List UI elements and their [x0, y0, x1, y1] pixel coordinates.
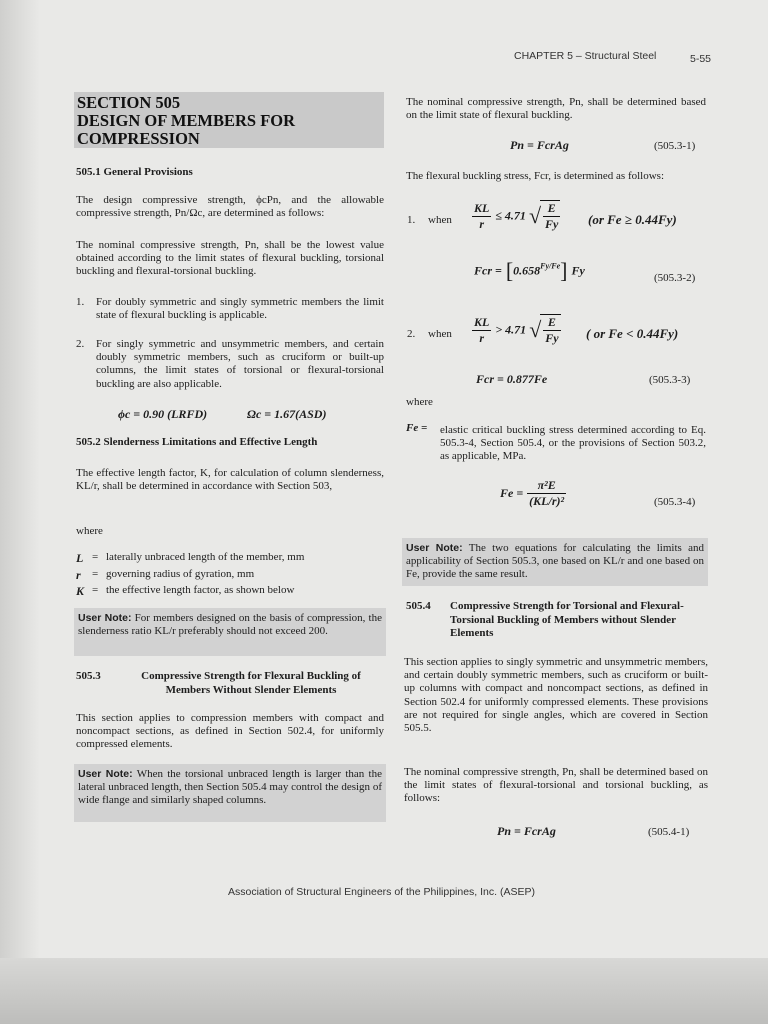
page-footer: Association of Structural Engineers of the Philippines, Inc. (ASEP): [228, 886, 535, 898]
paragraph-flexural-stress: The flexural buckling stress, Fcr, is determined as follows:: [406, 170, 665, 182]
equation-number-505-3-4: (505.3-4): [654, 496, 696, 508]
user-note-505-2: User Note: For members designed on the basis of compression, the slenderness ratio KL/r preferably should not exceed 200.: [74, 608, 386, 656]
condition-1-when: when: [428, 214, 452, 226]
condition-2-number: 2.: [407, 328, 416, 340]
condition-1-expression: $\frac{KL}{r}$ ≤ 4.71 √ $\frac{E}{Fy}$: [472, 200, 560, 232]
where-label-right: where: [406, 396, 433, 408]
condition-2-alt: ( or Fe < 0.44Fy): [586, 326, 679, 341]
heading-505-4-number: 505.4: [406, 600, 431, 612]
paragraph-505-2: The effective length factor, K, for calculation of column slenderness, KL/r, shall be determined in accordance with Section 503,: [76, 467, 384, 493]
background-surface: [0, 958, 768, 1024]
equation-number-505-3-2: (505.3-2): [654, 272, 696, 284]
page-shadow: [0, 0, 40, 958]
equation-505-3-3: Fcr = 0.877Fe: [476, 372, 548, 386]
condition-1-alt: (or Fe ≥ 0.44Fy): [588, 212, 677, 227]
heading-505-4: Compressive Strength for Torsional and Flexural-Torsional Buckling of Members without Slender Elements: [450, 600, 684, 639]
equation-phi: ϕc = 0.90 (LRFD): [118, 407, 208, 421]
user-note-505-3-limits: User Note: The two equations for calculating the limits and applicability of Section 505.3, one based on KL/r and one based on Fe, provide the same result.: [402, 538, 708, 586]
user-note-label: User Note:: [78, 612, 132, 624]
paragraph-505-4-b: The nominal compressive strength, Pn, shall be determined based on the limit states of flexural-torsional and torsional buckling, as follows:: [404, 766, 708, 805]
equation-505-4-1: Pn = FcrAg: [497, 824, 556, 838]
heading-505-1: 505.1 General Provisions: [76, 166, 193, 178]
page-number: 5-55: [690, 53, 712, 65]
equation-omega: Ωc = 1.67(ASD): [247, 407, 327, 421]
running-header: CHAPTER 5 – Structural Steel: [514, 50, 657, 62]
condition-2-when: when: [428, 328, 452, 340]
paragraph-nominal-strength: The nominal compressive strength, Pn, shall be determined based on the limit state of flexural buckling.: [406, 96, 706, 122]
equation-505-3-4: Fe = $\frac{\text{π²E}}{\text{(KL/r)²}}$: [500, 478, 565, 508]
list-item-2: For singly symmetric and unsymmetric members, and certain doubly symmetric members, such as cruciform or built-up columns, the limit states of torsional or flexural-torsional buckling are also applicable.: [96, 338, 384, 390]
list-item-1: For doubly symmetric and singly symmetric members the limit state of flexural buckling is applicable.: [96, 296, 384, 322]
definition-K: K = the effective length factor, as shown below: [76, 584, 295, 598]
heading-505-2: 505.2 Slenderness Limitations and Effective Length: [76, 436, 318, 448]
paragraph-505-1-b: The nominal compressive strength, Pn, shall be the lowest value obtained according to the limit states of flexural buckling, torsional buckling and flexural-torsional buckling.: [76, 239, 384, 278]
equation-505-3-2: Fcr = $[0.658^{Fy/Fe}]$ Fy: [474, 258, 585, 283]
where-label-left: where: [76, 525, 103, 537]
section-title: SECTION 505 DESIGN OF MEMBERS FOR COMPRESSION: [77, 93, 296, 148]
paragraph-505-3: This section applies to compression members with compact and noncompact sections, as defined in Section 502.4, for uniformly compressed elements.: [76, 712, 384, 751]
equation-number-505-3-3: (505.3-3): [649, 374, 691, 386]
user-note-505-3: User Note: When the torsional unbraced length is larger than the lateral unbraced length, then Section 505.4 may control the design of wide flange and similarly shaped columns.: [74, 764, 386, 822]
definition-Fe-symbol: Fe =: [406, 422, 428, 434]
equation-number-505-3-1: (505.3-1): [654, 140, 696, 152]
list-number-1: 1.: [76, 296, 85, 308]
list-number-2: 2.: [76, 338, 85, 350]
definition-Fe: elastic critical buckling stress determined according to Eq. 505.3-4, Section 505.4, or the provisions of Section 503.2, as applicable, MPa.: [440, 424, 706, 463]
condition-2-expression: $\frac{KL}{r}$ > 4.71 √ $\frac{E}{Fy}$: [472, 314, 561, 346]
heading-505-3: Compressive Strength for Flexural Buckling of Members Without Slender Elements: [141, 670, 361, 696]
paragraph-505-1-a: The design compressive strength, ϕcPn, and the allowable compressive strength, Pn/Ωc, are determined as follows:: [76, 194, 384, 220]
condition-1-number: 1.: [407, 214, 416, 226]
equation-505-3-1: Pn = FcrAg: [510, 138, 569, 152]
equation-number-505-4-1: (505.4-1): [648, 826, 690, 838]
definition-r: r = governing radius of gyration, mm: [76, 568, 255, 582]
paragraph-505-4-a: This section applies to singly symmetric and unsymmetric members, and certain doubly symmetric members, such as cruciform or built-up columns with compact and noncompact sections, as defined in Section 502.4 for uniformly compressed elements. These provisions are not required for single angles, which are covered in Section 505.5.: [404, 656, 708, 735]
heading-505-3-number: 505.3: [76, 670, 101, 682]
definition-L: L = laterally unbraced length of the member, mm: [76, 551, 305, 565]
